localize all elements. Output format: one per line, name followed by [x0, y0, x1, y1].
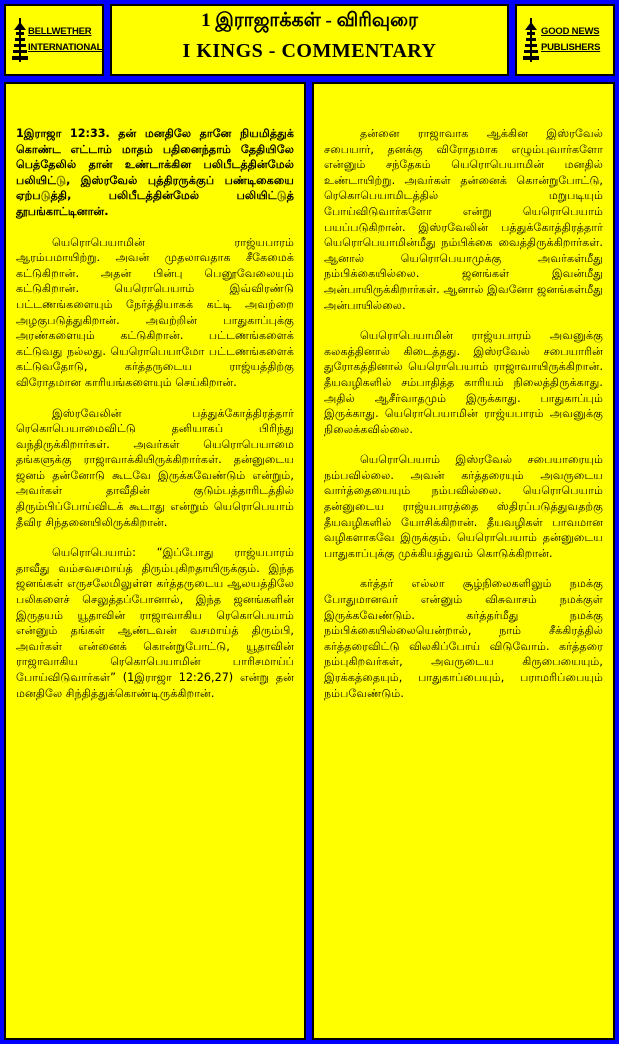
logo-right-line1: GOOD NEWS [541, 26, 600, 37]
commentary-paragraph: கர்த்தர் எல்லா சூழ்நிலைகளிலும் நமக்கு போதுமானவர் என்னும் விசுவாசம் நமக்குள் இருக்கவேண்டும். கர்த்தர்மீது நமக்கு நம்பிக்கையில்லையென்றால், நாம் சீக்கிரத்தில் கர்த்தரைவிட்டு விலகிப்போய் விடுவோம். கர்த்தரை நம்புகிறவர்கள், அவருடைய கிருபையையும், இரக்கத்தையும், பாதுகாப்பையும், பராமரிப்பையும் நம்பவேண்டும். [324, 577, 603, 700]
commentary-paragraph: யெரொபெயாமின் ராஜ்யபாரம் ஆரம்பமாயிற்று. அவன் முதலாவதாக சீகேமைக் கட்டுகிறான். அதன் பின்பு பெனூவேலையும் கட்டுகிறான். யெரொபெயாம் இவ்விரண்டு பட்டணங்களையும் நேர்த்தியாகக் கட்டி அவற்றை அழகுபடுத்துகிறான். அவற்றின் பாதுகாப்புக்கு அரண்களையும் கட்டுகிறான். பட்டணங்களைக் கட்டுவது நல்லது. யெரொபெயாமோ பட்டணங்களைக் கட்டுவதோடு, கர்த்தருடைய ராஜ்யத்திற்கு விரோதமான காரியங்களையும் செய்கிறான். [16, 235, 294, 389]
commentary-verse: 1இராஜா 12:33. தன் மனதிலே தானே நியமித்துக் கொண்ட எட்டாம் மாதம் பதினைந்தாம் தேதியிலே பெத்தேலில் தான் உண்டாக்கின பலிபீடத்தின்மேல் பலியிட்டு, இஸ்ரவேல் புத்திரருக்குப் பண்டிகையை ஏற்படுத்தி, பலிபீடத்தின்மேல் பலியிட்டுத் தூபங்காட்டினான். [16, 127, 294, 218]
logo-good-news [515, 4, 615, 76]
bellwether-logo-icon [12, 16, 28, 64]
logo-left-line1: BELLWETHER [28, 26, 92, 37]
page-header [110, 4, 509, 76]
good-news-logo-icon [523, 16, 539, 64]
commentary-paragraph: தன்னை ராஜாவாக ஆக்கின இஸ்ரவேல் சபையார், தனக்கு விரோதமாக எழும்புவார்களோ என்னும் சந்தேகம் யெரொபெயாமின் மனதில் உண்டாயிற்று. அவர்கள் தன்னைக் கொன்றுபோட்டு, ரெகொபெயாமிடத்தில் மறுபடியும் போய்விடுவார்களோ என்று யெரொபெயாம் பயப்படுகிறான். இஸ்ரவேலின் பத்துக்கோத்திரத்தார் யெரொபெயாமின்மீது நம்பிக்கை வைத்திருக்கிறார்கள். ஆனால் யெரொபெயாமுக்கு அவர்கள்மீது நம்பிக்கையில்லை. ஜனங்கள் இவன்மீது அன்பாயிருக்கிறார்கள். ஆனால் இவனோ ஜனங்கள்மீது அன்பாயில்லை. [324, 127, 603, 312]
commentary-paragraph: இஸ்ரவேலின் பத்துக்கோத்திரத்தார் ரெகொபெயாமைவிட்டு தனியாகப் பிரிந்து வந்திருக்கிறார்கள். அவர்கள் யெரொபெயாமை தங்களுக்கு ராஜாவாக்கியிருக்கிறார்கள். தன்னுடைய ஜனம் தன்னோடு கூடவே இருக்கவேண்டும் என்றும், அவர்கள் தாவீதின் குடும்பத்தாரிடத்தில் திரும்பிப்போய்விடக் கூடாது என்றும் யெரொபெயாம் தீவிர சிந்தனையிலிருக்கிறான். [16, 406, 294, 529]
logo-right-line2: PUBLISHERS [541, 42, 601, 53]
commentary-paragraph: யெரொபெயாம் இஸ்ரவேல் சபையாரையும் நம்பவில்லை. அவன் கர்த்தரையும் அவருடைய வார்த்தையையும் நம்பவில்லை. யெரொபெயாம் தன்னுடைய ராஜ்யபாரத்தை ஸ்திரப்படுத்துவதற்கு தீயவழிகளில் யோசிக்கிறான். தீயவழிகள் பாவமான வழிகளாகவே இருக்கும். யெரொபெயாம் தன்னுடைய பாதுகாப்புக்கு முக்கியத்துவம் கொடுக்கிறான். [324, 453, 603, 560]
logo-bellwether [4, 4, 104, 76]
header-title-tamil: 1 இராஜாக்கள் - விரிவுரை [201, 10, 418, 31]
commentary-paragraph: யெரொபெயாமின் ராஜ்யபாரம் அவனுக்கு கலகத்தினால் கிடைத்தது. இஸ்ரவேல் சபையாரின் துரோகத்தினால் யெரொபெயாம் ராஜாவாயிருக்கிறான். தீயவழிகளில் சம்பாதித்த காரியம் நிலைத்திருக்காது. அதில் ஆசீர்வாதமும் இருக்காது. பாதுகாப்பும் இருக்காது. யெரொபெயாமின் ராஜ்யபாரம் அவனுக்கு நிலைக்கவில்லை. [324, 329, 603, 436]
commentary-paragraph: யெரொபெயாம்: “இப்போது ராஜ்யபாரம் தாவீது வம்சவசமாய்த் திரும்புகிறதாயிருக்கும். இந்த ஜனங்கள் எருசலேமிலுள்ள கர்த்தருடைய ஆலயத்திலே பலிகளைச் செலுத்தப்போனால், இந்த ஜனங்களின் இருதயம் யூதாவின் ராஜாவாகிய ரெகொபெயாம் என்னும் தங்கள் ஆண்டவன் வசமாய்த் திரும்பி, அவர்கள் என்னைக் கொன்றுபோட்டு, யூதாவின் ராஜாவாகிய ரெகொபெயாமின் பாரிசமாய்ப் போய்விடுவார்கள்” (1இராஜா 12:26,27) என்று தன் மனதிலே சிந்தித்துக்கொண்டிருக்கிறான். [16, 546, 294, 700]
left-column [4, 82, 306, 1040]
logo-left-line2: INTERNATIONAL [28, 42, 103, 53]
right-column [312, 82, 615, 1040]
header-title-english: I KINGS - COMMENTARY [182, 40, 437, 62]
